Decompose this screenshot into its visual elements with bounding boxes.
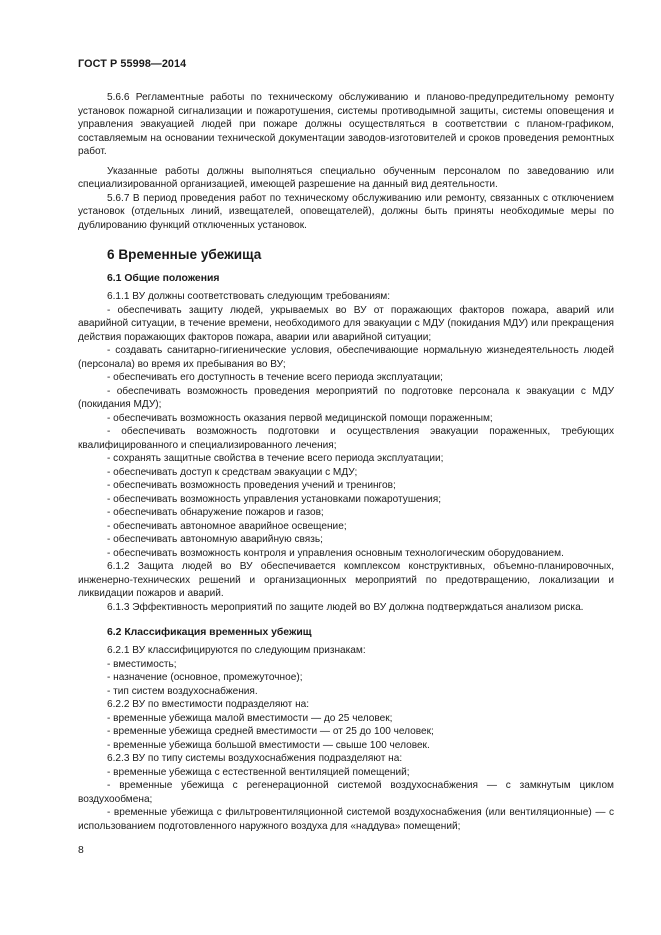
list-item: - обеспечивать защиту людей, укрываемых во ВУ от поражающих факторов пожара, аварий или аварийной ситуации, в течение времени, необходимого для эвакуации с МДУ (покидания МДУ) или прекращения действия поражающих факторов пожара, аварии или аварийной ситуации; <box>78 304 614 343</box>
paragraph-6-2-3: 6.2.3 ВУ по типу системы воздухоснабжения подразделяют на: <box>107 753 403 764</box>
list-item: - обеспечивать возможность подготовки и осуществления эвакуации пораженных, требующих квалифицированного и специализированного лечения; <box>78 426 614 451</box>
paragraph-6-2-1: 6.2.1 ВУ классифицируются по следующим признакам: <box>107 645 366 656</box>
paragraph-personnel: Указанные работы должны выполняться специально обученным персоналом по заведованию или специализированной организацией, имеющей разрешение на данный вид деятельности. <box>78 165 614 190</box>
list-item: - обеспечивать возможность контроля и управления основным технологическим оборудованием. <box>107 547 564 559</box>
list-item: - обеспечивать возможность проведения мероприятий по подготовке персонала к эвакуации с МДУ (покидания МДУ); <box>78 385 614 410</box>
section-6-title: 6 Временные убежища <box>107 247 262 262</box>
list-item: - тип систем воздухоснабжения. <box>107 685 258 697</box>
standard-code-header: ГОСТ Р 55998—2014 <box>78 58 187 70</box>
list-item: - обеспечивать возможность управления установками пожаротушения; <box>107 493 442 505</box>
list-item: - сохранять защитные свойства в течение всего периода эксплуатации; <box>107 453 444 464</box>
list-item: - обеспечивать доступ к средствам эвакуации с МДУ; <box>107 466 358 478</box>
subsection-6-2-title: 6.2 Классификация временных убежищ <box>107 627 312 638</box>
list-item: - назначение (основное, промежуточное); <box>107 672 303 683</box>
list-item: - обеспечивать его доступность в течение всего периода эксплуатации; <box>107 372 443 383</box>
list-item: - создавать санитарно-гигиенические условия, обеспечивающие нормальную жизнедеятельность людей (персонала) во время их пребывания во ВУ; <box>78 345 614 370</box>
page-number: 8 <box>78 845 84 856</box>
list-item: - временные убежища с регенерационной системой воздухоснабжения — с замкнутым циклом воздухообмена; <box>78 780 614 805</box>
list-item: - обеспечивать автономное аварийное освещение; <box>107 520 347 532</box>
document-body <box>78 91 614 833</box>
list-item: - обеспечивать возможность проведения учений и тренингов; <box>107 480 396 491</box>
list-item: - временные убежища средней вместимости — от 25 до 100 человек; <box>107 726 434 737</box>
paragraph-5-6-7: 5.6.7 В период проведения работ по техническому обслуживанию или ремонту, связанных с отключением установок (отдельных линий, извещателей, оповещателей), должны быть приняты необходимые меры по дублированию функций отключенных установок. <box>78 192 614 231</box>
list-item: - вместимость; <box>107 658 177 670</box>
paragraph-6-1-1: 6.1.1 ВУ должны соответствовать следующим требованиям: <box>107 291 391 302</box>
list-item: - временные убежища малой вместимости — до 25 человек; <box>107 712 393 724</box>
paragraph-5-6-6: 5.6.6 Регламентные работы по техническому обслуживанию и планово-предупредительному ремонту установок пожарной сигнализации и пожаротушения, системы противодымной защиты, системы оповещения и управления эвакуацией людей при пожаре должны осуществляться в соответствии с планом-графиком, составляемым на основании технической документации заводов-изготовителей и сроков проведения ремонтных работ. <box>78 92 614 157</box>
list-item: - временные убежища с естественной вентиляцией помещений; <box>107 766 410 778</box>
list-item: - временные убежища с фильтровентиляционной системой воздухоснабжения (или вентиляционные) — с использованием подготовленного наружного воздуха для «наддува» помещений; <box>78 807 614 832</box>
paragraph-6-2-2: 6.2.2 ВУ по вместимости подразделяют на: <box>107 699 310 710</box>
paragraph-6-1-3: 6.1.3 Эффективность мероприятий по защите людей во ВУ должна подтверждаться анализом риска. <box>107 601 584 613</box>
list-item: - обеспечивать возможность оказания первой медицинской помощи пораженным; <box>107 412 493 424</box>
list-item: - обеспечивать автономную аварийную связь; <box>107 534 323 545</box>
list-item: - обеспечивать обнаружение пожаров и газов; <box>107 507 324 518</box>
subsection-6-1-title: 6.1 Общие положения <box>107 273 220 284</box>
paragraph-6-1-2: 6.1.2 Защита людей во ВУ обеспечивается комплексом конструктивных, объемно-планировочных, инженерно-технических решений и организационных мероприятий по предотвращению, локализации и ликвидации пожаров и аварий. <box>78 561 614 599</box>
list-item: - временные убежища большой вместимости — свыше 100 человек. <box>107 739 430 751</box>
